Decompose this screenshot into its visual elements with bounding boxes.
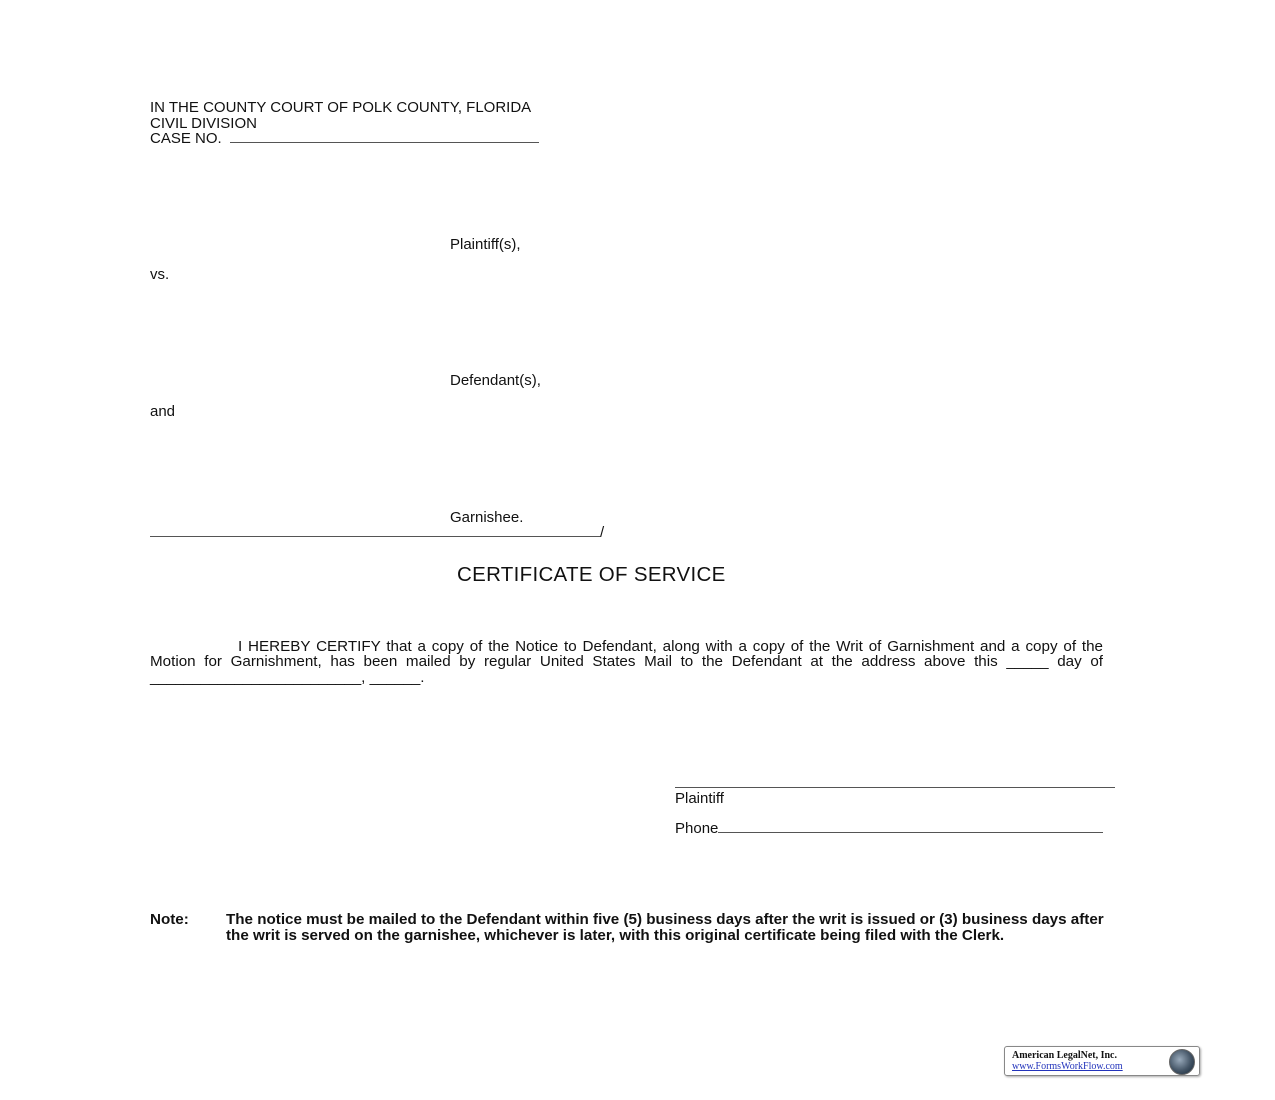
garnishee-label: Garnishee. — [450, 509, 524, 526]
logo-company: American LegalNet, Inc. — [1012, 1050, 1117, 1061]
signature-plaintiff-label: Plaintiff — [675, 790, 724, 807]
signature-line[interactable] — [675, 776, 1115, 792]
phone-blank[interactable] — [718, 822, 1103, 833]
case-number-blank[interactable] — [230, 132, 539, 143]
phone-row — [675, 821, 1103, 837]
certification-text: I HEREBY CERTIFY that a copy of the Notice to Defendant, along with a copy of the Writ of Garnishment and a copy of the Motion for Garnishment, has been mailed by regular United States Mail to the Defendant at the address above this _____ day of _________________________, ______. — [150, 638, 1103, 686]
case-number-label: CASE NO. — [150, 130, 222, 147]
plaintiff-label: Plaintiff(s), — [450, 236, 521, 253]
note-label: Note: — [150, 911, 189, 928]
phone-label: Phone — [675, 820, 719, 837]
document-title: CERTIFICATE OF SERVICE — [457, 563, 726, 586]
court-heading: IN THE COUNTY COURT OF POLK COUNTY, FLORIDA — [150, 99, 532, 116]
logo-url-link[interactable]: www.FormsWorkFlow.com — [1012, 1061, 1123, 1072]
american-legalnet-logo[interactable] — [1004, 1046, 1200, 1076]
caption-divider — [150, 525, 604, 541]
caption-slash: / — [600, 524, 605, 541]
division-heading: CIVIL DIVISION — [150, 115, 257, 132]
vs-label: vs. — [150, 266, 170, 283]
note-text: The notice must be mailed to the Defendant within five (5) business days after the writ is issued or (3) business days after the writ is served on the garnishee, whichever is later, with this original certificate being filed with the Clerk. — [226, 911, 1104, 944]
defendant-label: Defendant(s), — [450, 372, 541, 389]
globe-icon — [1169, 1049, 1195, 1075]
case-number-row — [150, 131, 539, 147]
caption-line — [150, 526, 600, 537]
and-label: and — [150, 403, 176, 420]
certification-paragraph — [150, 639, 1103, 685]
